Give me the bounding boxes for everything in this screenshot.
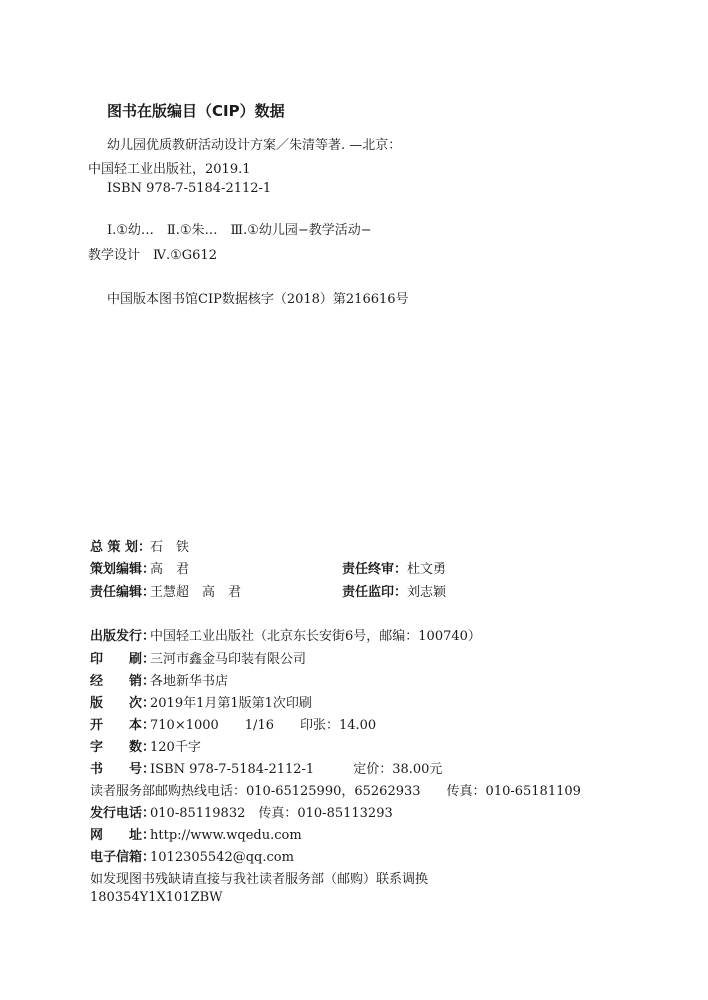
pub-code: 180354Y1X101ZBW [90, 890, 223, 905]
format-label: 开 本： [90, 718, 156, 733]
editor-label: 责任编辑： [90, 585, 156, 600]
website-value: http://www.wqedu.com [150, 828, 302, 843]
pub-distributor [90, 670, 228, 689]
cip-line-record-number: 中国版本图书馆CIP数据核字（2018）第216616号 [107, 292, 409, 307]
planning-editor-value: 高 君 [150, 562, 190, 577]
staff-planning-editor [90, 558, 189, 577]
printer-label: 印 刷： [90, 652, 156, 667]
format-value: 710×1000 1/16 印张：14.00 [150, 718, 377, 733]
distributor-value: 各地新华书店 [150, 674, 229, 689]
cip-line-publisher: 中国轻工业出版社，2019.1 [88, 162, 251, 177]
cip-line-title-author: 幼儿园优质教研活动设计方案／朱清等著. —北京： [107, 138, 402, 153]
editor-value: 王慧超 高 君 [150, 585, 242, 600]
website-label: 网 址： [90, 828, 156, 843]
isbn-label: 书 号： [90, 762, 156, 777]
pub-reader-service: 读者服务部邮购热线电话：010-65125990，65262933 传真：010-65181109 [90, 784, 581, 799]
cip-line-subjects: Ⅰ.①幼… Ⅱ.①朱… Ⅲ.①幼儿园−教学活动− [107, 223, 372, 238]
email-label: 电子信箱： [90, 850, 156, 865]
dist-phone-label: 发行电话： [90, 806, 156, 821]
isbn-value: ISBN 978-7-5184-2112-1 定价：38.00元 [150, 762, 443, 777]
planner-value: 石 铁 [150, 540, 190, 555]
staff-planner [90, 536, 189, 555]
cip-title: 图书在版编目（CIP）数据 [107, 102, 285, 120]
printer-value: 三河市鑫金马印装有限公司 [150, 652, 307, 667]
words-value: 120千字 [150, 740, 201, 755]
pub-publisher [90, 625, 481, 644]
final-review-label: 责任终审： [342, 562, 408, 577]
pub-isbn [90, 758, 442, 777]
pub-dist-phone [90, 802, 393, 821]
cip-line-isbn: ISBN 978-7-5184-2112-1 [107, 181, 272, 196]
supervisor-label: 责任监印： [342, 585, 408, 600]
dist-phone-value: 010-85119832 传真：010-85113293 [150, 806, 393, 821]
edition-value: 2019年1月第1版第1次印刷 [150, 696, 312, 711]
staff-final-review [342, 558, 446, 577]
publisher-value: 中国轻工业出版社（北京东长安街6号，邮编：100740） [150, 629, 481, 644]
pub-website [90, 824, 302, 843]
pub-printer [90, 648, 306, 667]
pub-edition [90, 692, 312, 711]
pub-email [90, 846, 294, 865]
publisher-label: 出版发行： [90, 629, 156, 644]
planning-editor-label: 策划编辑： [90, 562, 156, 577]
staff-supervisor [342, 581, 446, 600]
edition-label: 版 次： [90, 696, 156, 711]
cip-line-classification: 教学设计 Ⅳ.①G612 [88, 248, 217, 263]
distributor-label: 经 销： [90, 674, 156, 689]
pub-words [90, 736, 201, 755]
planner-label: 总 策 划： [90, 540, 152, 555]
final-review-value: 杜文勇 [407, 562, 447, 577]
words-label: 字 数： [90, 740, 156, 755]
pub-defect-notice: 如发现图书残缺请直接与我社读者服务部（邮购）联系调换 [90, 872, 429, 887]
pub-format [90, 714, 376, 733]
supervisor-value: 刘志颖 [407, 585, 447, 600]
staff-editor [90, 581, 241, 600]
email-value: 1012305542@qq.com [150, 850, 294, 865]
